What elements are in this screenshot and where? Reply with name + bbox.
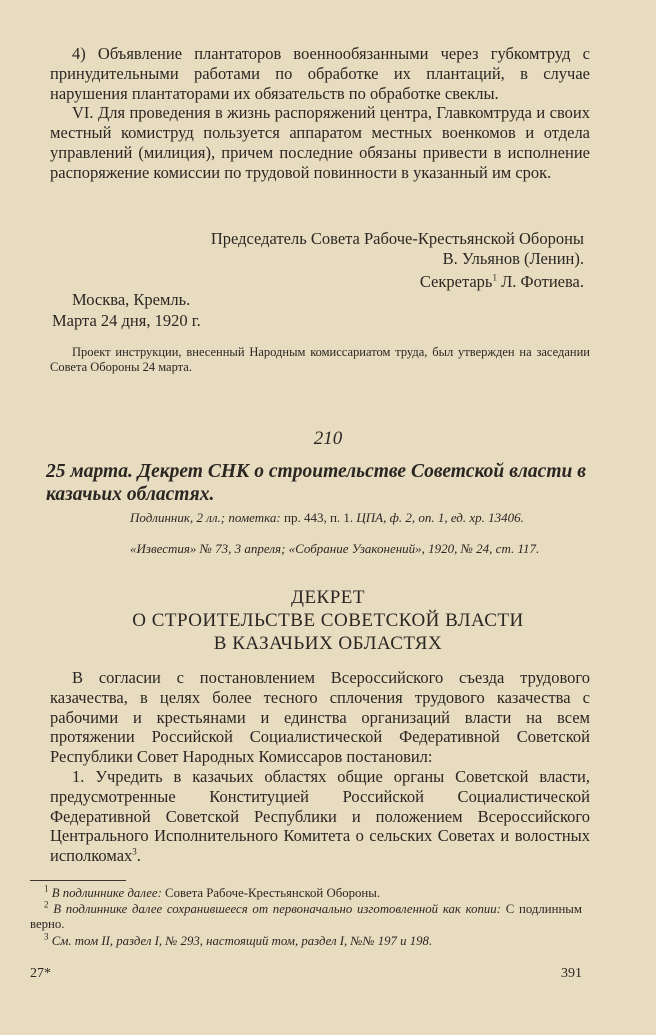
chairman-name: В. Ульянов (Ленин). [442, 249, 584, 268]
source-archive-label: Подлинник, 2 лл.; пометка: [130, 510, 281, 525]
footnote [30, 899, 583, 932]
footnote [30, 931, 582, 949]
secretary-signature [420, 272, 584, 292]
footnote-ref: 1 [492, 272, 497, 283]
secretary-name: Л. Фотиева. [501, 272, 584, 291]
footnote-ref: 3 [132, 846, 137, 857]
date: Марта 24 дня, 1920 г. [52, 311, 201, 330]
paragraph-end: . [136, 846, 141, 866]
signature-mark: 27* [30, 966, 51, 981]
footnote-italic: В подлиннике далее сохранившееся от первоначально изготовленной как копии: [53, 902, 501, 916]
decree-heading-3: В КАЗАЧЬИХ ОБЛАСТЯХ [213, 633, 443, 654]
decree-heading-2: О СТРОИТЕЛЬСТВЕ СОВЕТСКОЙ ВЛАСТИ [132, 610, 524, 631]
paragraph-text: 1. Учредить в казачьих областях общие органы Советской власти, предусмотренные Конституцией Российской Социалистической Федеративной Советской Республики и положением Всероссийского Центрального Исполнительного Комитета о сельских Советах и волостных исполкомах [50, 766, 590, 866]
footnote-mark: 3 [44, 931, 49, 942]
source-publication-text: «Известия» № 73, 3 апреля; «Собрание Узаконений», 1920, № 24, ст. 117. [130, 541, 540, 556]
footnote-mark: 2 [44, 899, 49, 910]
footnote-divider [30, 880, 126, 881]
document-number: 210 [313, 428, 343, 449]
decree-body [50, 668, 590, 866]
paragraph [50, 767, 590, 866]
place: Москва, Кремль. [72, 290, 191, 309]
secretary-label: Секретарь [419, 272, 493, 291]
source-archive-mark: пр. 443, п. 1. [283, 510, 354, 525]
document-title: 25 марта. Декрет СНК о строительстве Советской власти в казачьих областях. [46, 461, 586, 505]
source-archive [110, 510, 584, 525]
paragraph: В согласии с постановлением Всероссийского съезда трудового казачества, в целях более тесного сплочения трудового казачества с рабочими и крестьянами и единства организаций власти на всем протяжении Российской Социалистической Федеративной Советской Республики Совет Народных Комиссаров постановил: [50, 668, 590, 767]
source-archive-ref: ЦПА, ф. 2, оп. 1, ед. хр. 13406. [356, 510, 524, 525]
source-publication [110, 541, 584, 556]
decree-heading-1: ДЕКРЕТ [290, 587, 366, 608]
footnote-text: Совета Рабоче-Крестьянской Обороны. [165, 886, 381, 900]
chairman-title: Председатель Совета Рабоче-Крестьянской Обороны [210, 229, 584, 248]
footnote-mark: 1 [44, 883, 49, 894]
footnote-italic: В подлиннике далее: [51, 886, 162, 900]
footnote-text: С подлинным верно. [30, 902, 583, 931]
footnote-italic: См. том II, раздел I, № 293, настоящий том, раздел I, №№ 197 и 198. [51, 934, 433, 948]
page-number: 391 [561, 966, 582, 981]
editor-note: Проект инструкции, внесенный Народным комиссариатом труда, был утвержден на заседании Совета Обороны 24 марта. [50, 345, 590, 374]
paragraph: 4) Объявление плантаторов военнообязанными через губкомтруд с принудительными работами по обработке их плантаций, в случае нарушения плантаторами их обязательств по обработке свеклы. [50, 44, 590, 103]
top-text [50, 44, 590, 183]
paragraph: VI. Для проведения в жизнь распоряжений центра, Главкомтруда и своих местный комиструд пользуется аппаратом местных военкомов и отдела управлений (милиция), причем последние обязаны привести в исполнение распоряжение комиссии по трудовой повинности в указанный им срок. [50, 103, 590, 182]
footnote [30, 883, 582, 901]
